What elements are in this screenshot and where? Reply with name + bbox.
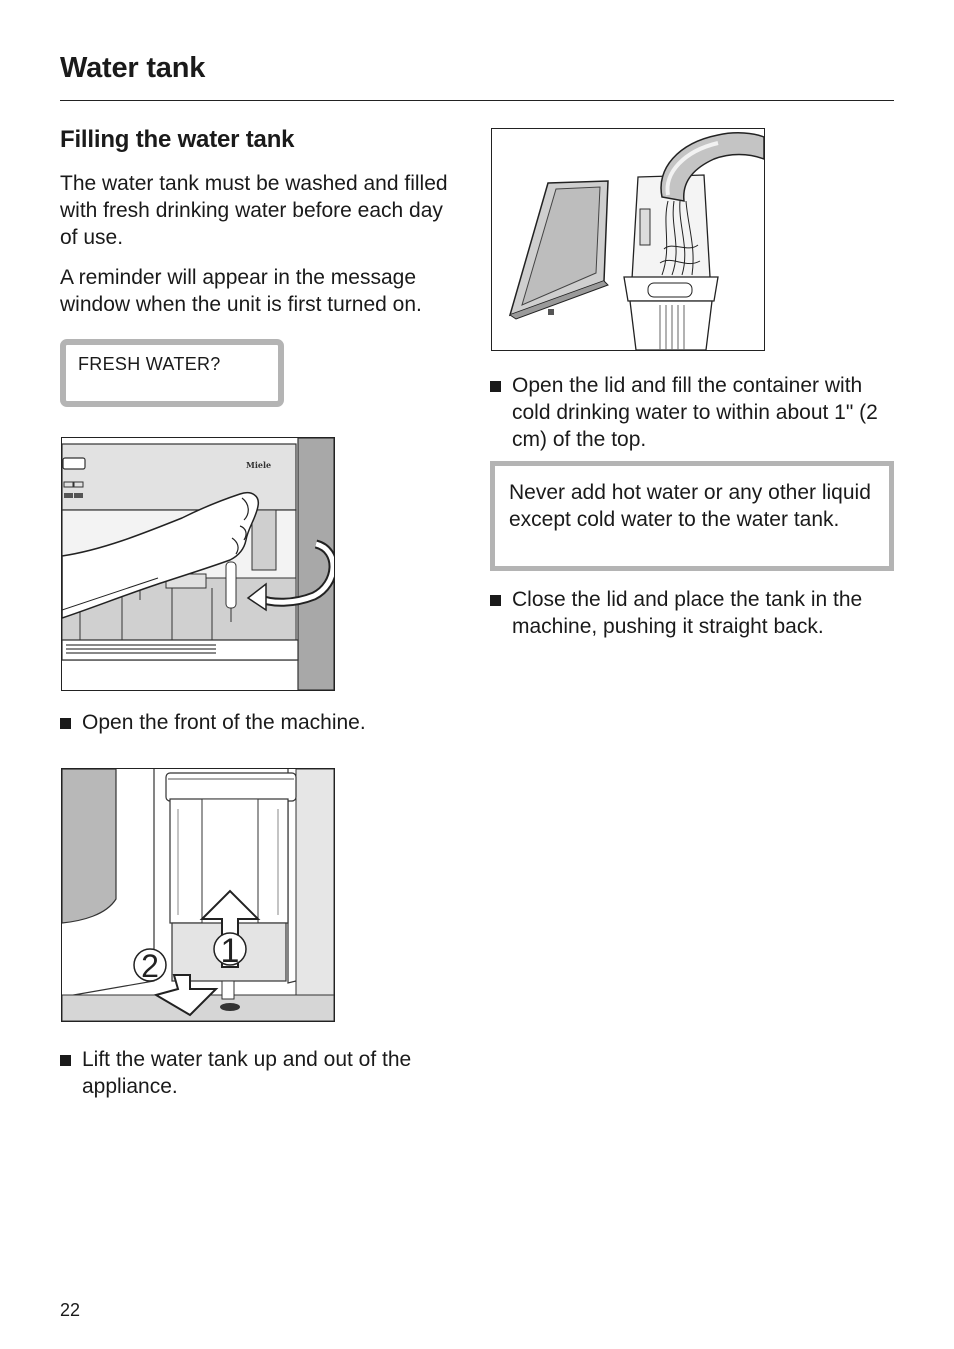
step-1-label: 1 (220, 932, 240, 970)
step-text: Lift the water tank up and out of the appliance. (82, 1048, 412, 1098)
display-message: FRESH WATER? (78, 354, 221, 374)
step-close-lid (490, 586, 890, 640)
tank-filling-illustration (492, 129, 764, 350)
square-bullet-icon (60, 1055, 71, 1066)
intro-paragraph-1: The water tank must be washed and filled with fresh drinking water before each day of use. (60, 172, 448, 249)
step-lift-tank (60, 1046, 480, 1100)
warning-text: Never add hot water or any other liquid except cold water to the water tank. (509, 481, 871, 531)
square-bullet-icon (60, 718, 71, 729)
figure-fill-tank (491, 128, 765, 351)
brand-label: Miele (246, 460, 272, 470)
page-title: Water tank (60, 52, 206, 84)
warning-box (490, 461, 894, 571)
step-text: Close the lid and place the tank in the machine, pushing it straight back. (512, 588, 863, 638)
title-divider (60, 100, 894, 101)
section-heading: Filling the water tank (60, 126, 295, 153)
intro-paragraph-2: A reminder will appear in the message window when the unit is first turned on. (60, 266, 422, 316)
page-number: 22 (60, 1300, 81, 1320)
figure-lift-tank (61, 768, 335, 1022)
step-text: Open the lid and fill the container with cold drinking water to within about 1" (2 cm) of the top. (512, 374, 878, 451)
water-tank-removal-illustration (62, 769, 334, 1021)
step-2-label: 2 (141, 948, 159, 984)
square-bullet-icon (490, 381, 501, 392)
message-display (60, 339, 284, 407)
step-open-front (60, 709, 480, 736)
figure-open-front (61, 437, 335, 691)
square-bullet-icon (490, 595, 501, 606)
step-fill-container (490, 372, 890, 453)
step-text: Open the front of the machine. (82, 711, 366, 734)
machine-front-illustration (62, 438, 334, 690)
